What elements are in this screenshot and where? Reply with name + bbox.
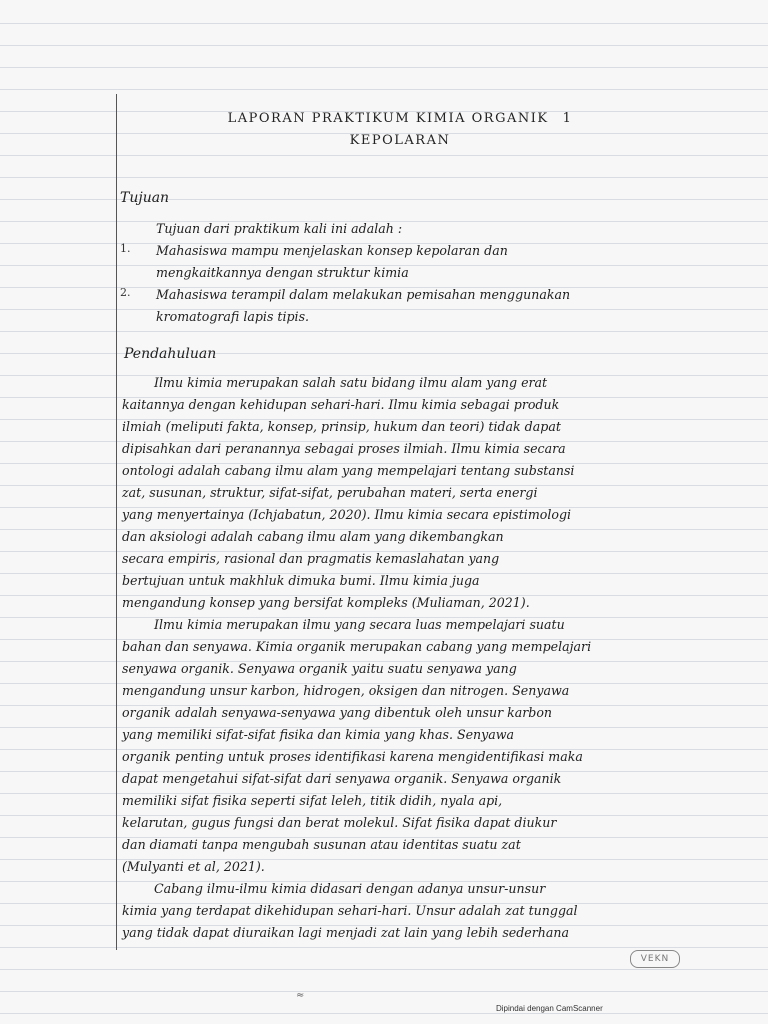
body-line: Ilmu kimia merupakan salah satu bidang ilmu alam yang erat xyxy=(122,375,548,390)
body-line: yang tidak dapat diuraikan lagi menjadi zat lain yang lebih sederhana xyxy=(122,925,570,940)
title-text: LAPORAN PRAKTIKUM KIMIA ORGANIK xyxy=(227,111,549,126)
scanner-watermark: Dipindai dengan CamScanner xyxy=(496,1004,603,1013)
title-line-2: KEPOLARAN xyxy=(349,133,451,148)
body-line: secara empiris, rasional dan pragmatis kemaslahatan yang xyxy=(122,551,500,566)
tujuan-intro: Tujuan dari praktikum kali ini adalah : xyxy=(156,221,403,236)
title-number: 1 xyxy=(562,111,573,126)
body-line: zat, susunan, struktur, sifat-sifat, perubahan materi, serta energi xyxy=(122,485,538,500)
report-title xyxy=(140,108,660,152)
body-line: yang memiliki sifat-sifat fisika dan kimia yang khas. Senyawa xyxy=(122,727,515,742)
body-line: bertujuan untuk makhluk dimuka bumi. Ilmu kimia juga xyxy=(122,573,480,588)
list-item-continuation: kromatografi lapis tipis. xyxy=(156,309,310,324)
body-line: mengandung konsep yang bersifat kompleks (Muliaman, 2021). xyxy=(122,595,530,610)
list-item-continuation: mengkaitkannya dengan struktur kimia xyxy=(156,265,409,280)
body-line: mengandung unsur karbon, hidrogen, oksigen dan nitrogen. Senyawa xyxy=(122,683,570,698)
paper-brand-stamp: VEKN xyxy=(630,950,680,968)
scan-mark: ≈ xyxy=(296,990,305,1001)
pendahuluan-heading: Pendahuluan xyxy=(124,346,217,362)
body-line: bahan dan senyawa. Kimia organik merupakan cabang yang mempelajari xyxy=(122,639,592,654)
body-line: dan diamati tanpa mengubah susunan atau identitas suatu zat xyxy=(122,837,521,852)
body-line: Ilmu kimia merupakan ilmu yang secara luas mempelajari suatu xyxy=(122,617,565,632)
body-line: yang menyertainya (Ichjabatun, 2020). Ilmu kimia secara epistimologi xyxy=(122,507,572,522)
body-line: dan aksiologi adalah cabang ilmu alam yang dikembangkan xyxy=(122,529,504,544)
list-item: Mahasiswa terampil dalam melakukan pemisahan menggunakan xyxy=(156,287,571,302)
body-line: kaitannya dengan kehidupan sehari-hari. Ilmu kimia sebagai produk xyxy=(122,397,560,412)
list-number: 2. xyxy=(120,286,131,299)
margin-line xyxy=(116,94,117,950)
body-line: organik penting untuk proses identifikasi karena mengidentifikasi maka xyxy=(122,749,583,764)
body-line: organik adalah senyawa-senyawa yang dibentuk oleh unsur karbon xyxy=(122,705,553,720)
list-number: 1. xyxy=(120,242,131,255)
body-line: ilmiah (meliputi fakta, konsep, prinsip, hukum dan teori) tidak dapat xyxy=(122,419,561,434)
body-line: kimia yang terdapat dikehidupan sehari-hari. Unsur adalah zat tunggal xyxy=(122,903,578,918)
body-line: (Mulyanti et al, 2021). xyxy=(122,859,265,874)
body-line: memiliki sifat fisika seperti sifat leleh, titik didih, nyala api, xyxy=(122,793,503,808)
body-line: dipisahkan dari peranannya sebagai proses ilmiah. Ilmu kimia secara xyxy=(122,441,566,456)
body-line: senyawa organik. Senyawa organik yaitu suatu senyawa yang xyxy=(122,661,517,676)
body-line: ontologi adalah cabang ilmu alam yang mempelajari tentang substansi xyxy=(122,463,575,478)
list-item: Mahasiswa mampu menjelaskan konsep kepolaran dan xyxy=(156,243,508,258)
title-line-1 xyxy=(140,108,660,130)
body-line: Cabang ilmu-ilmu kimia didasari dengan adanya unsur-unsur xyxy=(122,881,546,896)
body-line: dapat mengetahui sifat-sifat dari senyawa organik. Senyawa organik xyxy=(122,771,562,786)
tujuan-heading: Tujuan xyxy=(120,190,170,206)
body-line: kelarutan, gugus fungsi dan berat molekul. Sifat fisika dapat diukur xyxy=(122,815,557,830)
